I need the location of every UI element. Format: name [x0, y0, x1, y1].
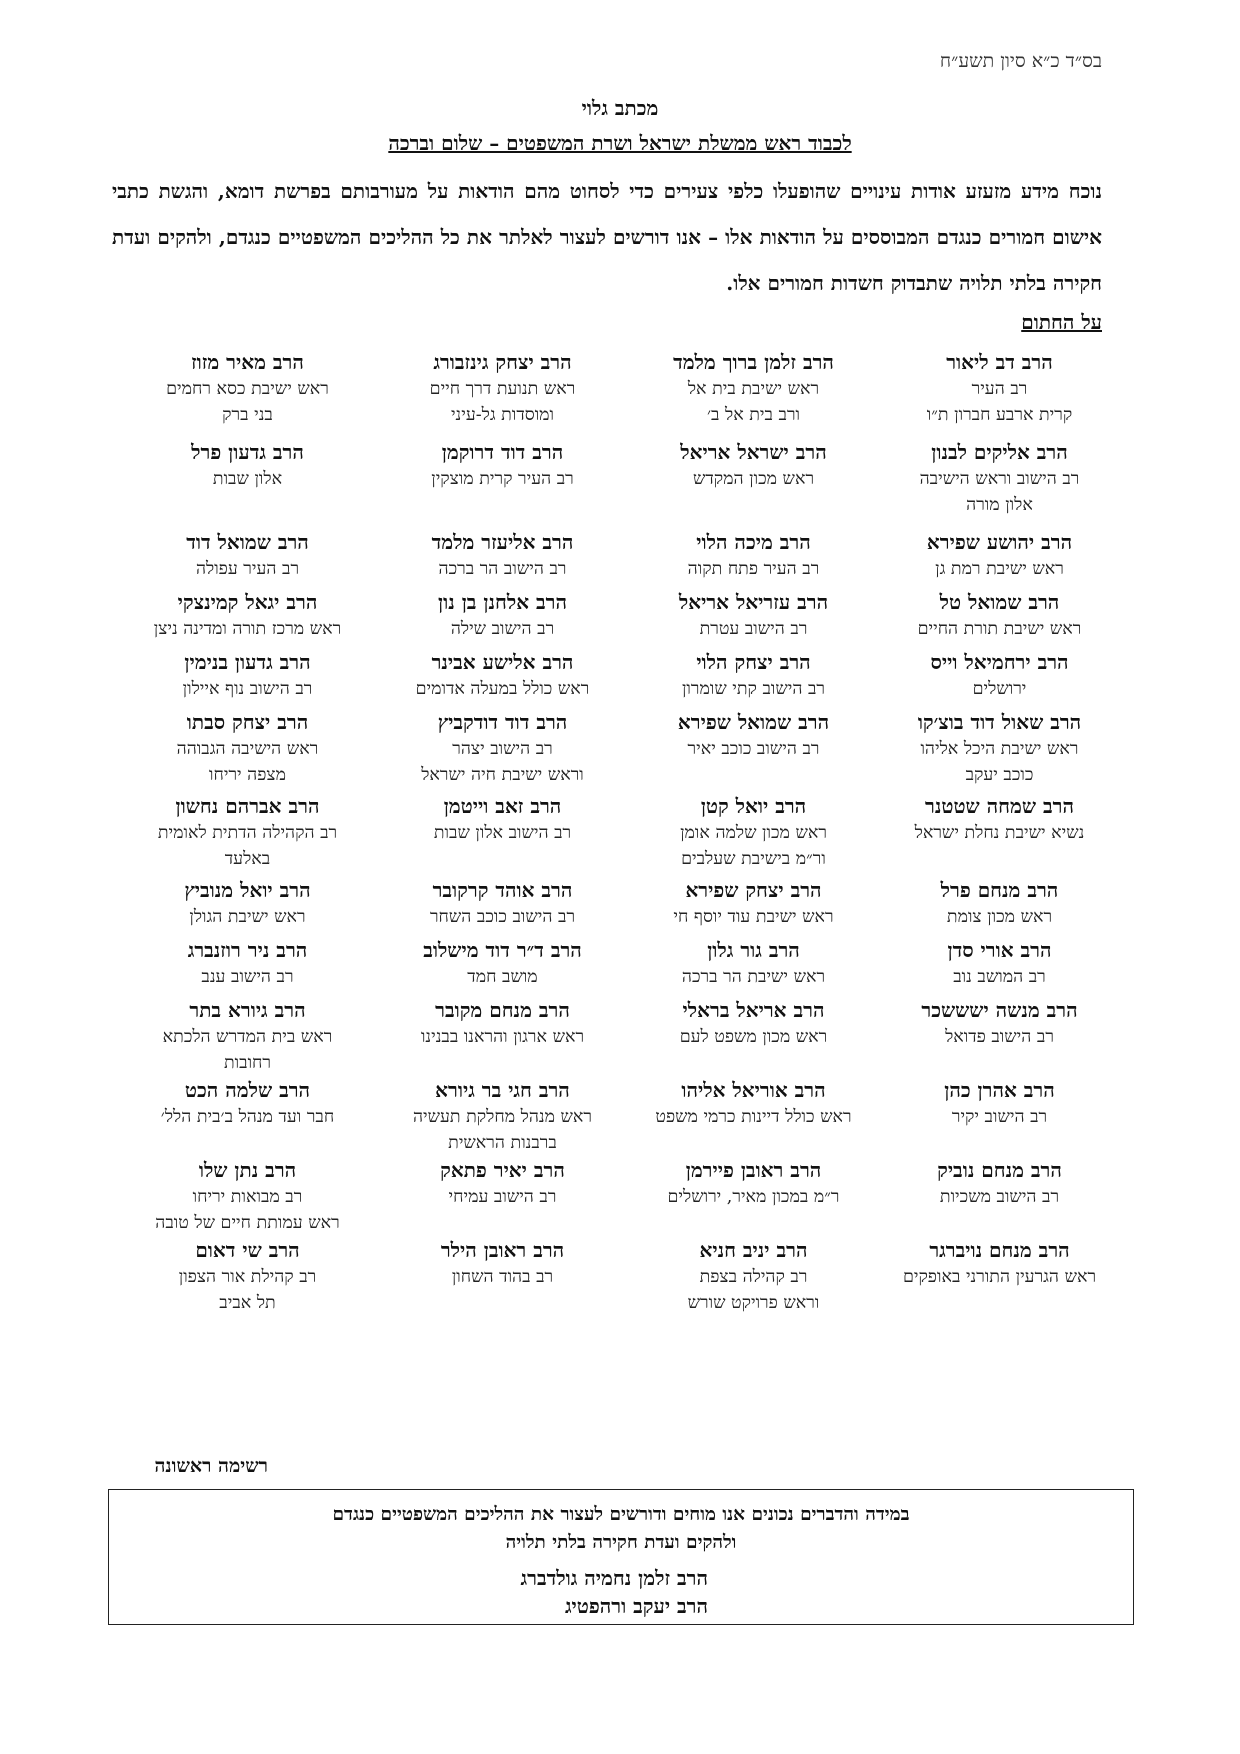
signer-title: מושב חמד: [467, 967, 538, 987]
signer-entry: [122, 438, 373, 492]
signer-title: ראש בית המדרש הלכתא רחובות: [162, 1027, 333, 1073]
signer-entry: [628, 1236, 879, 1316]
signer-name: הרב דב ליאור: [946, 350, 1053, 374]
signer-name: הרב אברהם נחשון: [175, 794, 320, 818]
signer-name: הרב יגאל קמינצקי: [177, 590, 318, 614]
signer-title: ראש מכון שלמה אומן ור״מ בישיבת שעלבים: [680, 823, 827, 869]
signer-title: ראש כולל במעלה אדומים: [415, 679, 590, 699]
signer-title: ראש ישיבת עוד יוסף חי: [673, 907, 834, 927]
signer-entry: [122, 792, 373, 872]
signer-title: רב הישוב עטרת: [699, 619, 808, 639]
signer-name: הרב זלמן ברוך מלמד: [673, 350, 834, 374]
signer-name: הרב אריאל בראלי: [682, 998, 825, 1022]
signer-title: רב קהילת אור הצפון תל אביב: [178, 1267, 317, 1313]
signer-title: רב מבואות יריחו ראש עמותת חיים של טובה: [155, 1187, 340, 1233]
signer-name: הרב ד״ר דוד מישלוב: [423, 938, 582, 962]
signer-entry: [377, 528, 628, 582]
signer-title: רב הישוב קתי שומרון: [681, 679, 826, 699]
signer-entry: [377, 876, 628, 930]
signer-entry: [874, 348, 1125, 428]
signer-entry: [628, 528, 879, 582]
signer-entry: [377, 936, 628, 990]
signer-entry: [377, 708, 628, 788]
box-line-1: במידה והדברים נכונים אנו מוחים ודורשים לעצור את ההליכים המשפטיים כנגדם: [332, 1504, 910, 1525]
signer-title: ראש כולל דיינות כרמי משפט: [655, 1107, 852, 1127]
protest-box: [108, 1489, 1134, 1625]
signer-entry: [377, 996, 628, 1050]
signers-grid: [119, 348, 1125, 1448]
signer-name: הרב גדעון בנימין: [184, 650, 311, 674]
signer-title: רב הקהילה הדתית לאומית באלעד: [157, 823, 338, 869]
box-line-2: ולהקים ועדת חקירה בלתי תלויה: [505, 1532, 737, 1553]
signer-title: רב העיר קרית ארבע חברון ת״ו: [926, 379, 1073, 425]
signer-entry: [628, 876, 879, 930]
first-list-label: רשימה ראשונה: [154, 1455, 268, 1477]
signer-entry: [377, 438, 628, 492]
signer-title: ראש הישיבה הגבוהה מצפה יריחו: [176, 739, 319, 785]
signer-name: הרב נתן שלו: [198, 1158, 297, 1182]
signer-entry: [377, 1076, 628, 1156]
signer-entry: [628, 1156, 879, 1210]
signer-entry: [874, 1076, 1125, 1130]
signer-entry: [874, 648, 1125, 702]
signer-entry: [377, 1236, 628, 1290]
signer-title: רב הישוב יקיר: [951, 1107, 1048, 1127]
signer-title: רב הישוב הר ברכה: [438, 559, 567, 579]
signer-title: ראש מרכז תורה ומדינה ניצן: [153, 619, 342, 639]
signer-name: הרב מנשה ישששכר: [921, 998, 1078, 1022]
signer-title: ראש ישיבת הר ברכה: [681, 967, 826, 987]
signer-name: הרב שמחה שטטנר: [925, 794, 1074, 818]
signer-name: הרב מאיר מזוז: [191, 350, 304, 374]
signer-entry: [122, 1156, 373, 1236]
signer-title: ראש הגרעין התורני באופקים: [902, 1267, 1097, 1287]
signer-name: הרב מנחם פרל: [940, 878, 1059, 902]
signer-name: הרב שי דאום: [195, 1238, 300, 1262]
signer-title: ראש מכון המקדש: [692, 469, 815, 489]
signer-name: הרב יצחק סבתו: [186, 710, 309, 734]
signer-entry: [122, 648, 373, 702]
signer-name: הרב שלמה הכט: [184, 1078, 311, 1102]
signer-title: ראש ישיבת רמת גן: [935, 559, 1064, 579]
signer-name: הרב יהושע שפירא: [926, 530, 1073, 554]
signer-title: ראש ישיבת כסא רחמים בני ברק: [166, 379, 329, 425]
signer-name: הרב יאיר פתאק: [440, 1158, 565, 1182]
signer-name: הרב אורי סדן: [947, 938, 1052, 962]
signer-entry: [377, 648, 628, 702]
signer-entry: [122, 876, 373, 930]
signer-name: הרב אליעזר מלמד: [431, 530, 574, 554]
signer-title: רב העיר קרית מוצקין: [431, 469, 574, 489]
signer-entry: [122, 348, 373, 428]
signer-title: ראש מנהל מחלקת תעשיה ברבנות הראשית: [412, 1107, 593, 1153]
signer-name: הרב אהרן כהן: [944, 1078, 1055, 1102]
signer-title: ראש ארגון והראנו בבנינו: [420, 1027, 585, 1047]
signer-title: רב הישוב שילה: [450, 619, 555, 639]
signer-entry: [628, 1076, 879, 1130]
signer-entry: [377, 588, 628, 642]
signer-title: ראש ישיבת היכל אליהו כוכב יעקב: [920, 739, 1079, 785]
signer-title: רב הישוב וראש הישיבה אלון מורה: [919, 469, 1080, 515]
signer-title: רב הישוב פדואל: [945, 1027, 1054, 1047]
signer-entry: [122, 1076, 373, 1130]
signer-entry: [628, 792, 879, 872]
signer-name: הרב חגי בר גיורא: [435, 1078, 570, 1102]
signer-title: רב העיר עפולה: [195, 559, 300, 579]
signer-name: הרב ישראל אריאל: [680, 440, 827, 464]
signer-entry: [874, 936, 1125, 990]
letter-body: נוכח מידע מזעזע אודות עינויים שהופעלו כלפי צעירים כדי לסחוט מהם הודאות על מעורבותם בפרשת דומא, והגשת כתבי אישום חמורים כנגדם המבוססים על הודאות אלו – אנו דורשים לעצור לאלתר את כל ההליכים המשפטיים כנגדם, ולהקים ועדת חקירה בלתי תלויה שתבדוק חשדות חמורים אלו.: [112, 179, 1102, 295]
signer-name: הרב זאב וייטמן: [443, 794, 562, 818]
signer-entry: [874, 528, 1125, 582]
signer-title: רב הישוב כוכב יאיר: [687, 739, 820, 759]
signer-entry: [122, 1236, 373, 1316]
signer-name: הרב אלישע אבינר: [431, 650, 574, 674]
signer-name: הרב יואל מנוביץ: [184, 878, 311, 902]
signer-title: רב בהוד השחון: [451, 1267, 554, 1287]
signer-title: ראש מכון צומת: [946, 907, 1053, 927]
signer-name: הרב גיורא בתר: [189, 998, 306, 1022]
signer-name: הרב יואל קטן: [700, 794, 807, 818]
letter-title: מכתב גלוי: [581, 96, 659, 120]
signer-entry: [628, 438, 879, 492]
signer-title: רב הישוב נוף איילון: [182, 679, 313, 699]
signer-name: הרב אוהד קרקובר: [432, 878, 573, 902]
signer-entry: [628, 708, 879, 762]
signer-entry: [874, 792, 1125, 846]
signer-name: הרב מנחם מקובר: [435, 998, 570, 1022]
signer-name: הרב אוריאל אליהו: [681, 1078, 826, 1102]
signer-title: רב קהילה בצפת וראש פרויקט שורש: [687, 1267, 820, 1313]
signer-name: הרב אליקים לבנון: [931, 440, 1068, 464]
signer-title: ירושלים: [972, 679, 1027, 699]
signer-name: הרב יצחק גינזבורג: [433, 350, 572, 374]
signer-entry: [122, 588, 373, 642]
signer-title: ראש תנועת דרך חיים ומוסדות גל-עיני: [429, 379, 576, 425]
signer-name: הרב אלחנן בן נון: [438, 590, 567, 614]
signer-name: הרב שאול דוד בוצ׳קו: [917, 710, 1082, 734]
signer-title: חבר ועד מנהל ב׳בית הלל׳: [160, 1107, 335, 1127]
box-signer-2: הרב יעקב ורהפטיג: [564, 1594, 708, 1618]
signer-entry: [377, 1156, 628, 1210]
signer-entry: [122, 708, 373, 788]
signer-entry: [122, 528, 373, 582]
signer-entry: [628, 996, 879, 1050]
signer-title: רב הישוב אלון שבות: [433, 823, 572, 843]
signer-name: הרב עזריאל אריאל: [678, 590, 829, 614]
box-signer-1: הרב זלמן נחמיה גולדברג: [520, 1566, 708, 1590]
signer-entry: [122, 936, 373, 990]
signer-name: הרב שמואל טל: [939, 590, 1060, 614]
signer-title: רב הישוב יצהר וראש ישיבת חיה ישראל: [421, 739, 584, 785]
signer-entry: [874, 876, 1125, 930]
signer-name: הרב גור גלון: [707, 938, 800, 962]
signer-entry: [377, 792, 628, 846]
signer-name: הרב יצחק הלוי: [696, 650, 811, 674]
signer-title: ראש מכון משפט לעם: [679, 1027, 828, 1047]
signer-name: הרב דוד דודקביץ: [437, 710, 568, 734]
signer-entry: [628, 648, 879, 702]
signer-entry: [122, 996, 373, 1076]
signer-name: הרב גדעון פרל: [191, 440, 304, 464]
signer-entry: [874, 996, 1125, 1050]
signer-name: הרב מיכה הלוי: [696, 530, 811, 554]
signer-name: הרב ירחמיאל וייס: [930, 650, 1069, 674]
signer-title: רב הישוב משכיות: [939, 1187, 1060, 1207]
signer-title: ר״מ במכון מאיר, ירושלים: [667, 1187, 840, 1207]
signer-entry: [628, 588, 879, 642]
signer-title: ראש ישיבת בית אל ורב בית אל ב׳: [687, 379, 820, 425]
signer-title: ראש ישיבת הגולן: [189, 907, 306, 927]
signer-title: נשיא ישיבת נחלת ישראל: [914, 823, 1085, 843]
signer-entry: [874, 588, 1125, 642]
signer-name: הרב מנחם נוביק: [937, 1158, 1062, 1182]
signer-name: הרב דוד דרוקמן: [441, 440, 564, 464]
signer-title: רב המושב נוב: [953, 967, 1046, 987]
signer-name: הרב שמואל דוד: [186, 530, 309, 554]
signer-name: הרב יצחק שפירא: [685, 878, 822, 902]
signer-name: הרב ראובן הילר: [440, 1238, 565, 1262]
signer-entry: [874, 708, 1125, 788]
signer-entry: [628, 936, 879, 990]
signer-title: רב הישוב ענב: [201, 967, 294, 987]
signer-name: הרב ניר רוזנברג: [187, 938, 308, 962]
signer-entry: [874, 438, 1125, 518]
signer-title: ראש ישיבת תורת החיים: [917, 619, 1082, 639]
signer-title: רב העיר פתח תקוה: [687, 559, 820, 579]
signer-title: רב הישוב כוכב השחר: [429, 907, 576, 927]
signer-entry: [377, 348, 628, 428]
signatures-heading: על החתום: [1021, 310, 1102, 334]
signer-entry: [874, 1156, 1125, 1210]
date-line: בס״ד כ״א סיון תשע״ח: [939, 50, 1102, 72]
signer-title: רב הישוב עמיחי: [448, 1187, 557, 1207]
signer-entry: [628, 348, 879, 428]
signer-name: הרב ראובן פיירמן: [685, 1158, 822, 1182]
signer-title: אלון שבות: [212, 469, 283, 489]
signer-name: הרב שמואל שפירא: [677, 710, 830, 734]
signer-name: הרב יניב חניא: [699, 1238, 808, 1262]
signer-name: הרב מנחם נויברגר: [929, 1238, 1070, 1262]
signer-entry: [874, 1236, 1125, 1290]
letter-address: לכבוד ראש ממשלת ישראל ושרת המשפטים – שלום וברכה: [388, 131, 852, 155]
